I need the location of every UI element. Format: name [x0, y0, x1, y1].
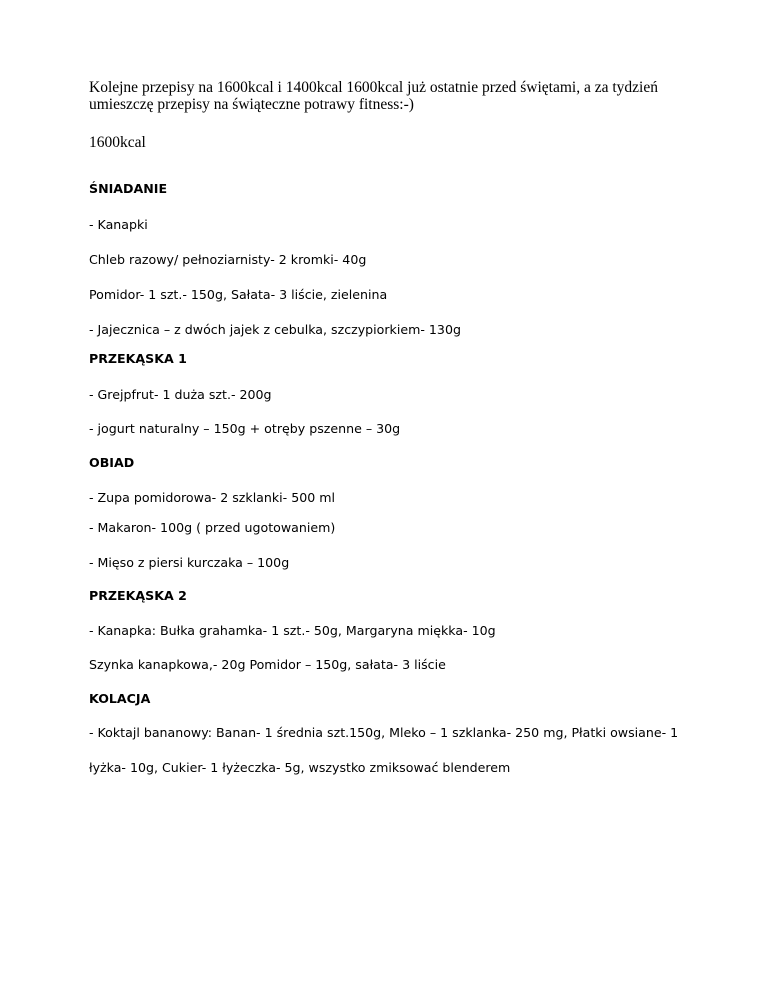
menu-line: - Kanapki	[89, 217, 148, 232]
section-heading-dinner: KOLACJA	[89, 691, 151, 706]
menu-line: - Koktajl bananowy: Banan- 1 średnia szt.150g, Mleko – 1 szklanka- 250 mg, Płatki owsiane- 1	[89, 725, 679, 740]
menu-line: - Kanapka: Bułka grahamka- 1 szt.- 50g, Margaryna miękka- 10g	[89, 623, 496, 638]
intro-paragraph: Kolejne przepisy na 1600kcal i 1400kcal 1600kcal już ostatnie przed świętami, a za tydzień umieszczę przepisy na świąteczne potrawy fitness:-)	[89, 79, 658, 113]
menu-line: - Jajecznica – z dwóch jajek z cebulka, szczypiorkiem- 130g	[89, 322, 461, 337]
menu-line: Pomidor- 1 szt.- 150g, Sałata- 3 liście, zielenina	[89, 287, 388, 302]
calorie-plan-label: 1600kcal	[89, 134, 146, 151]
menu-line: Chleb razowy/ pełnoziarnisty- 2 kromki- 40g	[89, 252, 367, 267]
menu-line: - Grejpfrut- 1 duża szt.- 200g	[89, 387, 272, 402]
menu-line: łyżka- 10g, Cukier- 1 łyżeczka- 5g, wszystko zmiksować blenderem	[89, 760, 511, 775]
menu-line: - Mięso z piersi kurczaka – 100g	[89, 555, 290, 570]
menu-line: - Makaron- 100g ( przed ugotowaniem)	[89, 520, 336, 535]
section-heading-breakfast: ŚNIADANIE	[89, 181, 168, 196]
section-heading-lunch: OBIAD	[89, 455, 135, 470]
menu-line: Szynka kanapkowa,- 20g Pomidor – 150g, sałata- 3 liście	[89, 657, 446, 672]
section-heading-snack-1: PRZEKĄSKA 1	[89, 351, 187, 366]
section-heading-snack-2: PRZEKĄSKA 2	[89, 588, 187, 603]
menu-line: - Zupa pomidorowa- 2 szklanki- 500 ml	[89, 490, 336, 505]
menu-line: - jogurt naturalny – 150g + otręby pszenne – 30g	[89, 421, 401, 436]
